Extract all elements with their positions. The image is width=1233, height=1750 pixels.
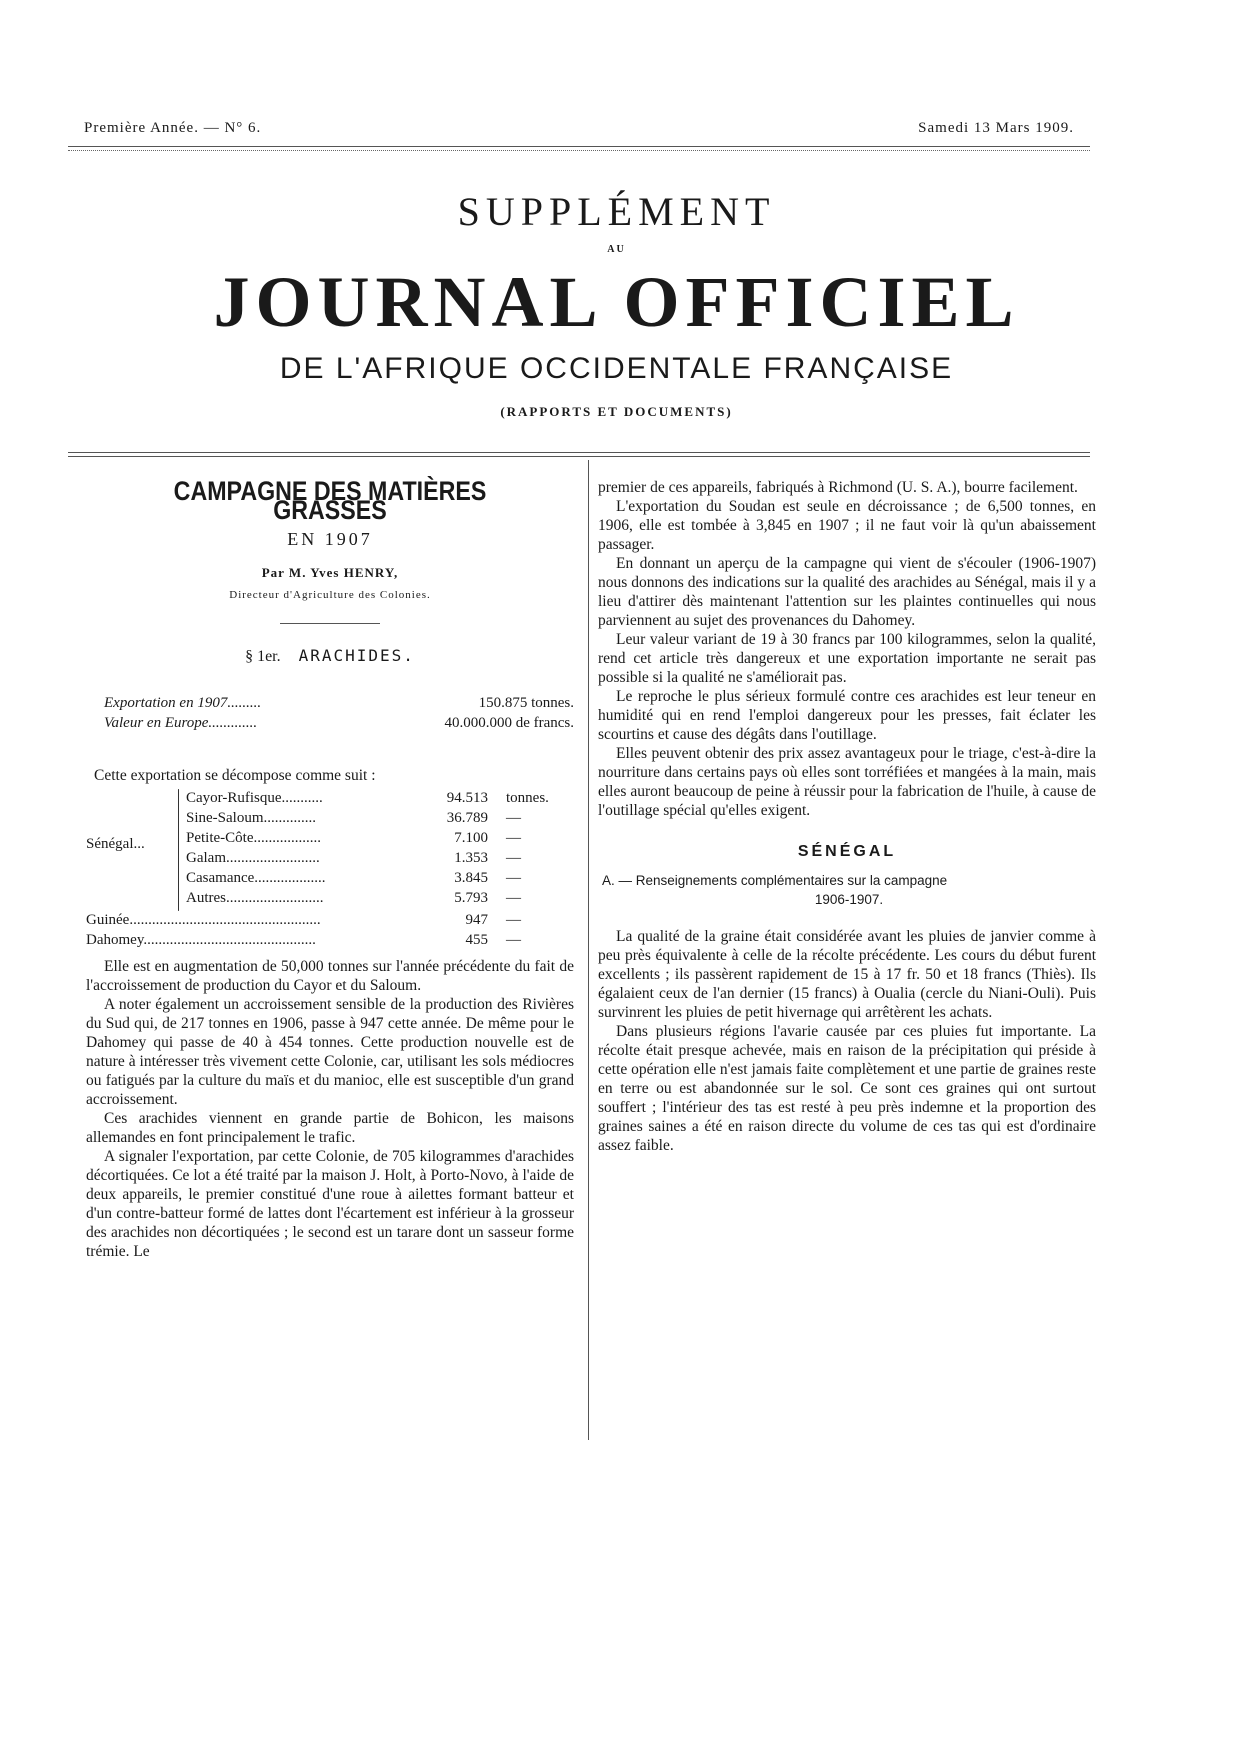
row-name: Autres..........................: [186, 890, 324, 906]
author-role: Directeur d'Agriculture des Colonies.: [229, 589, 431, 601]
export-stats: [86, 694, 574, 734]
paragraph: Le reproche le plus sérieux formulé contre ces arachides est leur teneur en humidité qui en rend l'emploi dangereux pour les presses, fait éclater les scourtins et cause des dégâts dans l'outillage.: [598, 688, 1096, 743]
row-unit: —: [506, 912, 521, 928]
row-value: 7.100: [454, 830, 488, 846]
row-value: 36.789: [446, 810, 488, 826]
row-value: 455: [465, 932, 488, 948]
table-row: [86, 789, 574, 809]
row-unit: —: [506, 810, 521, 826]
senegal-heading: SÉNÉGAL: [797, 843, 897, 860]
left-body: [86, 957, 574, 1261]
row-unit: —: [506, 890, 521, 906]
row-unit: —: [506, 870, 521, 886]
table-row: [86, 809, 574, 829]
row-name: Sine-Saloum..............: [186, 810, 316, 826]
stat-label: Exportation en 1907.........: [104, 695, 262, 711]
header-rule: [68, 146, 1090, 147]
header-rule-dotted: [68, 150, 1090, 151]
masthead-section: (RAPPORTS ET DOCUMENTS): [500, 404, 733, 419]
row-value: 947: [465, 912, 488, 928]
row-name: Dahomey..............................................: [86, 932, 316, 948]
row-name: Galam.........................: [186, 850, 320, 866]
left-column: [86, 468, 574, 1261]
row-value: 94.513: [446, 790, 488, 806]
masthead-title: JOURNAL OFFICIEL: [213, 262, 1020, 342]
row-name: Casamance...................: [186, 870, 326, 886]
paragraph: L'exportation du Soudan est seule en décroissance ; de 6,500 tonnes, en 1906, elle est tombée à 3,845 en 1907 ; il ne faut voir là qu'un abaissement passager.: [598, 498, 1096, 553]
issue-date: Samedi 13 Mars 1909.: [918, 120, 1074, 136]
row-unit: —: [506, 830, 521, 846]
stat-row: [86, 714, 574, 734]
paragraph: Dans plusieurs régions l'avarie causée par ces pluies fut importante. La récolte était presque achevée, mais en raison de la précipitation qui préside à cette opération elle n'est jamais faite complètement et une partie de graines reste en terre ou est abandonnée sur le sol. Ce sont ces graines qui ont surtout souffert ; l'intérieur des tas est resté à peu près indemne et la proportion des graines saines a été en raison directe du volume de ces tas qui est d'ordinaire assez faible.: [598, 1023, 1096, 1154]
subheading-line: 1906-1907.: [814, 892, 884, 907]
paragraph: A noter également un accroissement sensible de la production des Rivières du Sud qui, de 217 tonnes en 1906, passe à 947 cette année. De même pour le Dahomey qui passe de 40 à 454 tonnes. Cette production nouvelle est de nature à intéresser très vivement cette Colonie, car, utilisant les sols médiocres ou fatigués par la culture du maïs et du manioc, elle est susceptible d'un grand accroissement.: [86, 996, 574, 1108]
senegal-subheading: [598, 871, 1096, 909]
right-column: [598, 478, 1096, 1155]
paragraph: A signaler l'exportation, par cette Colonie, de 705 kilogrammes d'arachides décortiquées. Ce lot a été traité par la maison J. Holt, à Porto-Novo, à l'aide de deux appareils, le premier constitué d'une roue à ailettes formant batteur et d'un contre-batteur formé de lattes dont l'écartement est inférieur à la grosseur des arachides non décortiquées ; le second est un tarare dont un sasseur forme trémie. Le: [86, 1148, 574, 1260]
masthead-rule: [68, 452, 1090, 453]
row-unit: tonnes.: [506, 790, 549, 806]
article-title: CAMPAGNE DES MATIÈRES GRASSES: [173, 476, 487, 525]
stat-value: 40.000.000 de francs.: [444, 715, 574, 731]
row-name: Cayor-Rufisque...........: [186, 790, 323, 806]
masthead-au: AU: [607, 244, 626, 255]
senegal-label: Sénégal...: [86, 836, 145, 852]
paragraph: Ces arachides viennent en grande partie de Bohicon, les maisons allemandes en font principalement le trafic.: [86, 1110, 574, 1146]
row-name: Petite-Côte..................: [186, 830, 321, 846]
paragraph: La qualité de la graine était considérée avant les pluies de janvier comme à peu près équivalente à celle de la récolte précédente. Les cours du début furent excellents ; ils passèrent rapidement de 15 à 17 fr. 50 et 18 francs (Thiès). Ils égalaient ceux de l'an dernier (15 francs) à Oualia (cercle du Niani-Ouli). Puis survinrent les pluies de petit hivernage qui arrêtèrent les achats.: [598, 928, 1096, 1021]
row-value: 5.793: [454, 890, 488, 906]
stat-label: Valeur en Europe.............: [104, 715, 258, 731]
subheading-line: A. — Renseignements complémentaires sur la campagne: [602, 873, 948, 888]
title-divider: [280, 623, 380, 624]
breakdown-intro: Cette exportation se décompose comme suit :: [94, 767, 376, 784]
row-unit: —: [506, 932, 521, 948]
table-row: [86, 829, 574, 849]
paragraph: Leur valeur variant de 19 à 30 francs par 100 kilogrammes, selon la qualité, rend cet article très dangereux et une exportation importante ne serait pas possible si la qualité ne s'améliorait pas.: [598, 631, 1096, 686]
stat-row: [86, 694, 574, 714]
column-divider: [588, 460, 589, 1440]
table-row: [86, 931, 574, 951]
section-title: ARACHIDES.: [298, 646, 415, 665]
paragraph: En donnant un aperçu de la campagne qui vient de s'écouler (1906-1907) nous donnons des indications sur la qualité des arachides au Sénégal, mais il y a lieu d'attirer dès maintenant l'attention sur les plaintes continuelles qui nous parviennent au sujet des provenances du Dahomey.: [598, 555, 1096, 629]
issue-number: Première Année. — N° 6.: [84, 120, 262, 136]
row-name: Guinée...................................................: [86, 912, 321, 928]
masthead-rule-2: [68, 456, 1090, 457]
table-row: [86, 849, 574, 869]
paragraph: premier de ces appareils, fabriqués à Richmond (U. S. A.), bourre facilement.: [598, 479, 1078, 496]
table-row: [86, 911, 574, 931]
masthead-subtitle: DE L'AFRIQUE OCCIDENTALE FRANÇAISE: [279, 352, 954, 385]
article-byline: Par M. Yves HENRY,: [261, 565, 399, 580]
row-unit: —: [506, 850, 521, 866]
senegal-group: [86, 789, 574, 911]
row-value: 3.845: [454, 870, 488, 886]
masthead-supplement: SUPPLÉMENT: [457, 189, 776, 234]
table-row: [86, 889, 574, 909]
breakdown-table: [86, 789, 574, 951]
row-value: 1.353: [454, 850, 488, 866]
senegal-body: [598, 927, 1096, 1155]
section-heading: [86, 646, 574, 666]
table-row: [86, 869, 574, 889]
stat-value: 150.875 tonnes.: [478, 695, 574, 711]
paragraph: Elles peuvent obtenir des prix assez avantageux pour le triage, c'est-à-dire la nourriture dans certains pays où elles sont torréfiées et mangées à la main, mais elles auront beaucoup de peine à réussir pour la fabrication de l'huile, à cause de l'outillage spécial qu'elles exigent.: [598, 745, 1096, 819]
section-number: § 1er.: [245, 648, 281, 665]
article-year: EN 1907: [287, 529, 373, 549]
paragraph: Elle est en augmentation de 50,000 tonnes sur l'année précédente du fait de l'accroissement de production du Cayor et du Saloum.: [86, 958, 574, 994]
